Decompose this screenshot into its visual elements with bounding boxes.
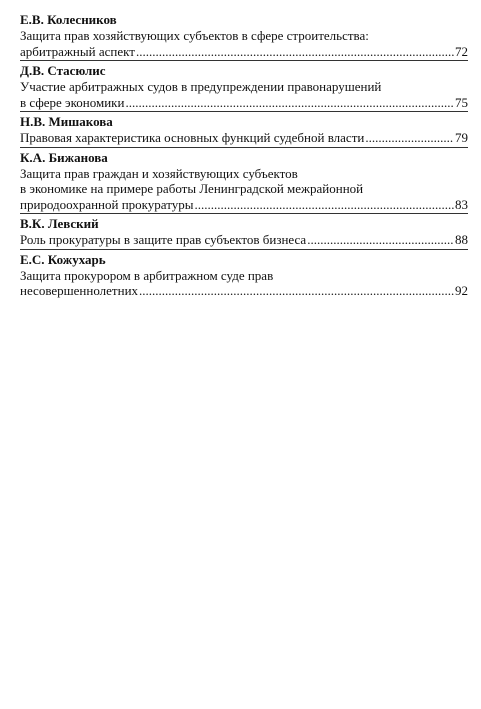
entry-last-line [20, 130, 468, 146]
toc-entry [20, 213, 468, 248]
dot-leader [139, 283, 454, 299]
entry-title-end: Роль прокуратуры в защите прав субъектов бизнеса [20, 232, 307, 247]
entry-title-line: Защита прокурором в арбитражном суде прав [20, 267, 274, 283]
entry-last-line [20, 95, 468, 111]
entry-title-line: Защита прав хозяйствующих субъектов в сфере строительства: [20, 28, 369, 43]
entry-author: Е.В. Колесников [20, 12, 117, 27]
entry-last-line [20, 232, 468, 248]
entry-title-line: Участие арбитражных судов в предупреждении правонарушений [20, 79, 382, 94]
entry-last-line [20, 44, 468, 60]
entry-page-number: 83 [455, 196, 468, 212]
entry-page-number: 79 [455, 130, 468, 145]
entry-author: К.А. Бижанова [20, 149, 108, 165]
entry-author: В.К. Левский [20, 216, 99, 231]
table-of-contents [20, 11, 468, 300]
entry-title-line: Защита прав граждан и хозяйствующих субъектов [20, 165, 298, 181]
toc-entry [20, 111, 468, 146]
dot-leader [195, 197, 455, 213]
entry-title-end: природоохранной прокуратуры [20, 196, 194, 212]
entry-page-number: 72 [455, 43, 468, 59]
toc-entry [20, 60, 468, 110]
entry-author: Е.С. Кожухарь [20, 251, 106, 267]
entry-title-line: в экономике на примере работы Ленинградской межрайонной [20, 181, 364, 196]
dot-leader [365, 130, 454, 146]
entry-title-end: арбитражный аспект [20, 43, 135, 59]
toc-entry [20, 249, 468, 299]
entry-title-end: Правовая характеристика основных функций судебной власти [20, 130, 365, 145]
entry-last-line [20, 197, 468, 213]
entry-title-end: в сфере экономики [20, 94, 125, 110]
dot-leader [136, 44, 454, 60]
toc-entry [20, 11, 468, 59]
entry-title-end: несовершеннолетних [20, 283, 139, 298]
entry-page-number: 88 [455, 232, 468, 247]
entry-page-number: 92 [455, 283, 468, 298]
dot-leader [307, 232, 454, 248]
entry-page-number: 75 [455, 94, 468, 110]
toc-entry [20, 147, 468, 213]
entry-author: Д.В. Стасюлис [20, 63, 106, 78]
entry-author: Н.В. Мишакова [20, 114, 113, 129]
dot-leader [125, 95, 454, 111]
entry-last-line [20, 283, 468, 299]
